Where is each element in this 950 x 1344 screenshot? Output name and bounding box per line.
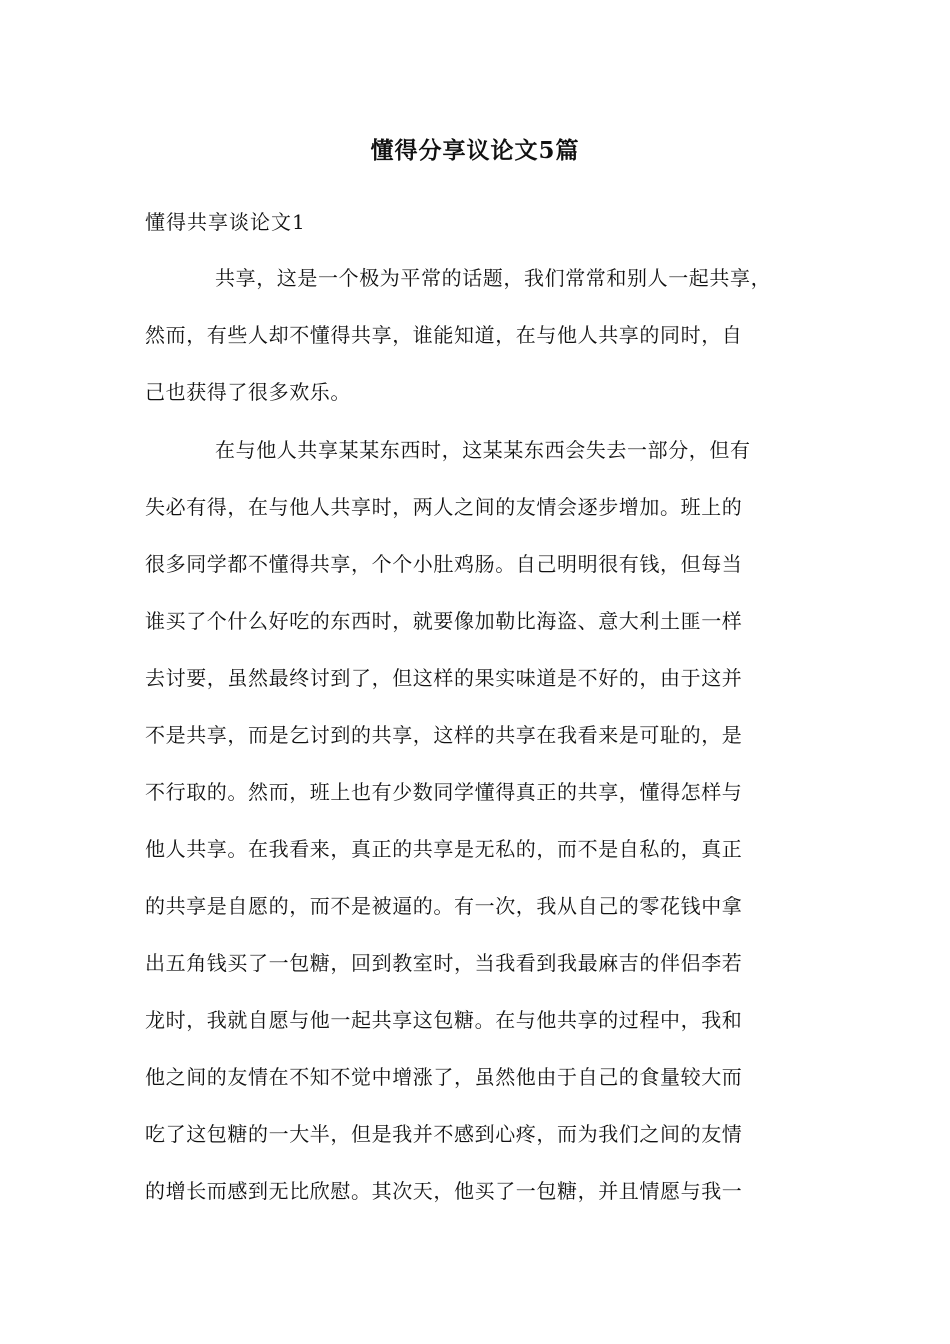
paragraph-line: 龙时，我就自愿与他一起共享这包糖。在与他共享的过程中，我和: [145, 1008, 743, 1032]
paragraph-line: 他人共享。在我看来，真正的共享是无私的，而不是自私的，真正: [145, 837, 743, 861]
page-title: 懂得分享议论文5篇: [370, 137, 580, 164]
paragraph-line: 的共享是自愿的，而不是被逼的。有一次，我从自己的零花钱中拿: [145, 894, 743, 918]
paragraph-line: 很多同学都不懂得共享，个个小肚鸡肠。自己明明很有钱，但每当: [145, 552, 743, 576]
paragraph-line: 出五角钱买了一包糖，回到教室时，当我看到我最麻吉的伴侣李若: [145, 951, 743, 975]
paragraph-line: 失必有得，在与他人共享时，两人之间的友情会逐步增加。班上的: [145, 495, 743, 519]
paragraph-line: 谁买了个什么好吃的东西时，就要像加勒比海盗、意大利土匪一样: [145, 609, 743, 633]
paragraph-line: 己也获得了很多欢乐。: [145, 380, 351, 404]
paragraph-1: [145, 250, 810, 421]
paragraph-line: 不行取的。然而，班上也有少数同学懂得真正的共享，懂得怎样与: [145, 780, 743, 804]
paragraph-line: 共享，这是一个极为平常的话题，我们常常和别人一起共享，: [215, 266, 772, 290]
paragraph-line: 在与他人共享某某东西时，这某某东西会失去一部分，但有: [215, 438, 751, 462]
paragraph-line: 吃了这包糖的一大半，但是我并不感到心疼，而为我们之间的友情: [145, 1122, 743, 1146]
paragraph-line: 不是共享，而是乞讨到的共享，这样的共享在我看来是可耻的，是: [145, 723, 743, 747]
paragraph-line: 的增长而感到无比欣慰。其次天，他买了一包糖，并且情愿与我一: [145, 1179, 743, 1203]
paragraph-line: 去讨要，虽然最终讨到了，但这样的果实味道是不好的，由于这并: [145, 666, 743, 690]
paragraph-line: 他之间的友情在不知不觉中增涨了，虽然他由于自己的食量较大而: [145, 1065, 743, 1089]
paragraph-line: 然而，有些人却不懂得共享，谁能知道，在与他人共享的同时，自: [145, 323, 743, 347]
paragraph-2: [145, 422, 810, 1220]
section-heading: 懂得共享谈论文1: [145, 210, 306, 234]
